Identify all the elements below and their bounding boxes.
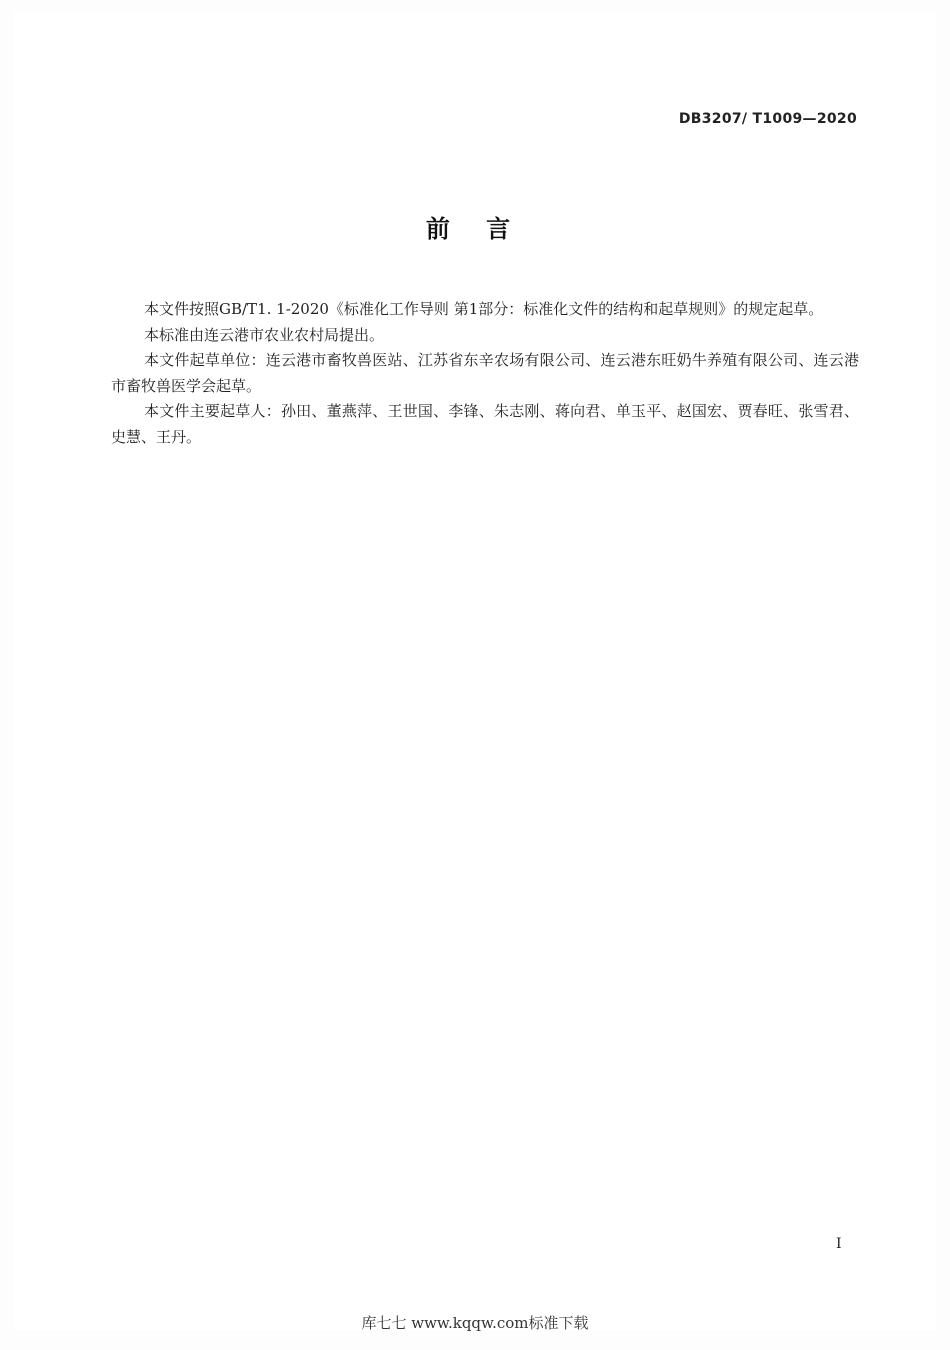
download-footer: 库七七 www.kqqw.com标准下载 — [361, 1314, 589, 1332]
page-title: 前 言 — [425, 215, 525, 243]
paragraph-proposer: 本标准由连云港市农业农村局提出。 — [144, 325, 385, 344]
page-number: I — [836, 1236, 842, 1252]
document-code: DB3207/ T1009—2020 — [678, 111, 857, 127]
paragraph-drafting-units: 本文件起草单位：连云港市畜牧兽医站、江苏省东辛农场有限公司、连云港东旺奶牛养殖有限公司、连云港市畜牧兽医学会起草。 — [111, 351, 859, 395]
paragraph-drafting-basis: 本文件按照GB/T1. 1-2020《标准化工作导则 第1部分：标准化文件的结构和起草规则》的规定起草。 — [144, 300, 824, 318]
foreword-body — [111, 297, 859, 450]
paragraph-drafters: 本文件主要起草人：孙田、董燕萍、王世国、李锋、朱志刚、蒋向君、单玉平、赵国宏、贾春旺、张雪君、史慧、王丹。 — [111, 402, 859, 446]
